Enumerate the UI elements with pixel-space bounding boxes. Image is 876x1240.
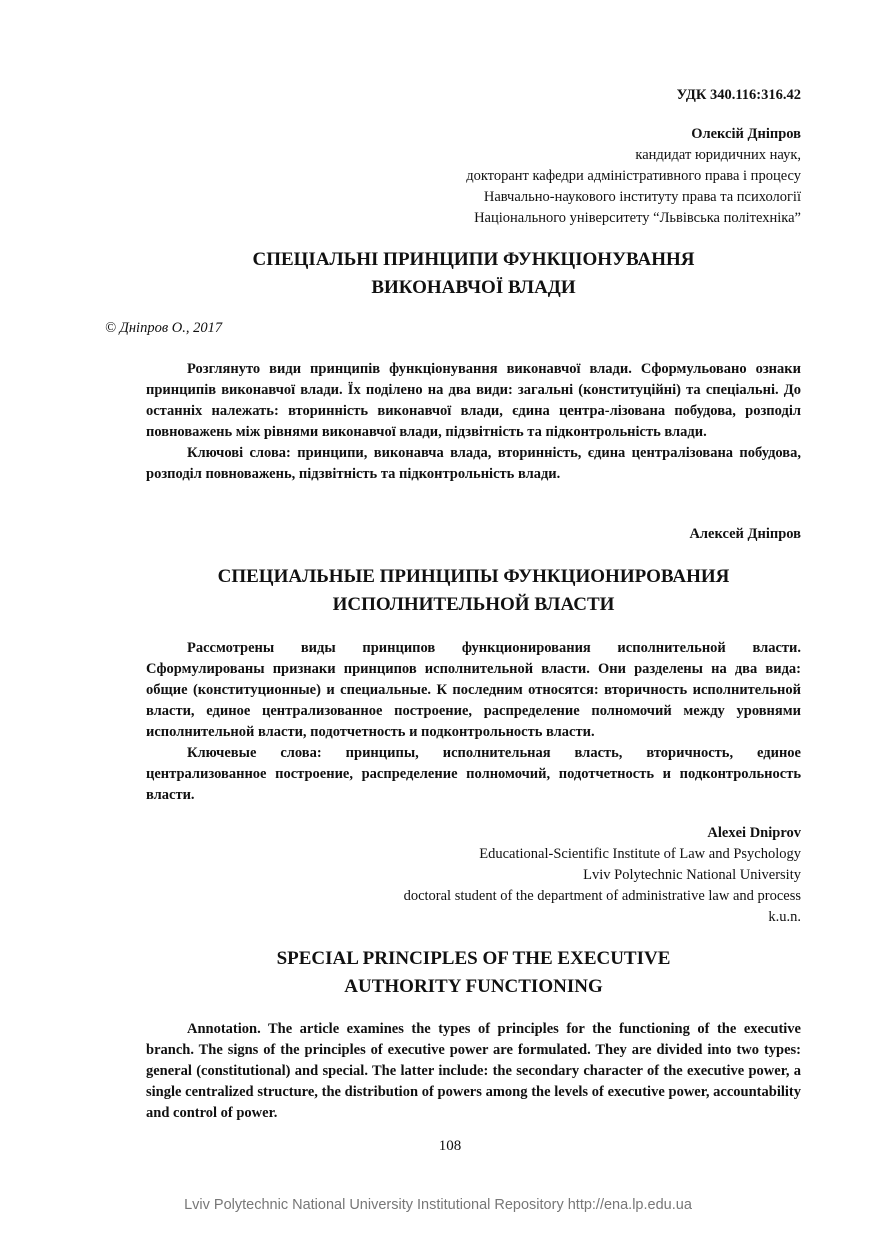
ua-keywords: Ключові слова: принципи, виконавча влада, вторинність, єдина централізована побудова, розподіл повноважень, підзвітність та підконтрольність влади. — [146, 445, 801, 482]
ru-title-line2: ИСПОЛНИТЕЛЬНОЙ ВЛАСТИ — [332, 594, 615, 615]
page-number: 108 — [438, 1138, 462, 1154]
ru-abstract — [146, 638, 801, 806]
en-title-line2: AUTHORITY FUNCTIONING — [344, 976, 603, 997]
ua-author-line: Національного університету “Львівська політехніка” — [474, 210, 801, 226]
en-author-line: Educational-Scientific Institute of Law and Psychology — [479, 846, 801, 862]
ru-abstract-text: Рассмотрены виды принципов функционирования исполнительной власти. Сформулированы признаки принципов исполнительной власти. Они разделены на два вида: общие (конституционные) и специальные. К последним относятся: вторичность исполнительной власти, единое централизованное построение, распределение полномочий между уровнями исполнительной власти, подотчетность и подконтрольность власти. — [146, 640, 801, 740]
ua-author-line: докторант кафедри адміністративного права і процесу — [466, 168, 801, 184]
en-author-line: doctoral student of the department of administrative law and process — [403, 888, 801, 904]
en-author-line: Lviv Polytechnic National University — [583, 867, 801, 883]
ua-author-name: Олексій Дніпров — [691, 126, 801, 142]
udc-code: УДК 340.116:316.42 — [676, 87, 801, 103]
ua-abstract — [146, 359, 801, 485]
ru-author-name: Алексей Днiпров — [689, 526, 801, 542]
ua-author-line: Навчально-наукового інституту права та психології — [483, 189, 801, 205]
ua-author-line: кандидат юридичних наук, — [635, 147, 801, 163]
ua-title — [146, 246, 801, 302]
en-abstract-text: Annotation. The article examines the types of principles for the functioning of the executive branch. The signs of the principles of executive power are formulated. They are divided into two types: general (constitutional) and special. The latter include: the secondary character of the executive power, a single centralized structure, the distribution of powers among the levels of executive power, accountability and control of power. — [146, 1021, 801, 1121]
copyright-note: © Дніпров О., 2017 — [105, 320, 223, 336]
ua-title-line2: ВИКОНАВЧОЇ ВЛАДИ — [371, 277, 576, 298]
ru-keywords: Ключевые слова: принципы, исполнительная власть, вторичность, единое централизованное построение, распределение полномочий, подотчетность и подконтрольность власти. — [146, 745, 801, 803]
en-abstract — [146, 1019, 801, 1124]
en-title-line1: SPECIAL PRINCIPLES OF THE EXECUTIVE — [276, 948, 671, 969]
ua-abstract-text: Розглянуто види принципів функціонування виконавчої влади. Сформульовано ознаки принципів виконавчої влади. Їх поділено на два види: загальні (конституційні) та спеціальні. До останніх належать: вторинність виконавчої влади, єдина центра-лізована побудова, розподіл повноважень між рівнями виконавчої влади, підзвітність та підконтрольність влади. — [146, 361, 801, 440]
ru-title-line1: СПЕЦИАЛЬНЫЕ ПРИНЦИПЫ ФУНКЦИОНИРОВАНИЯ — [217, 566, 730, 587]
en-title — [146, 945, 801, 1001]
ru-title — [146, 563, 801, 619]
en-author-line: k.u.n. — [768, 909, 801, 925]
repository-footer: Lviv Polytechnic National University Institutional Repository http://ena.lp.edu.ua — [184, 1197, 692, 1213]
en-author-name: Alexei Dniprov — [707, 825, 801, 841]
ua-author-block — [146, 124, 801, 229]
en-author-block — [146, 823, 801, 928]
ua-title-line1: СПЕЦІАЛЬНІ ПРИНЦИПИ ФУНКЦІОНУВАННЯ — [252, 249, 695, 270]
